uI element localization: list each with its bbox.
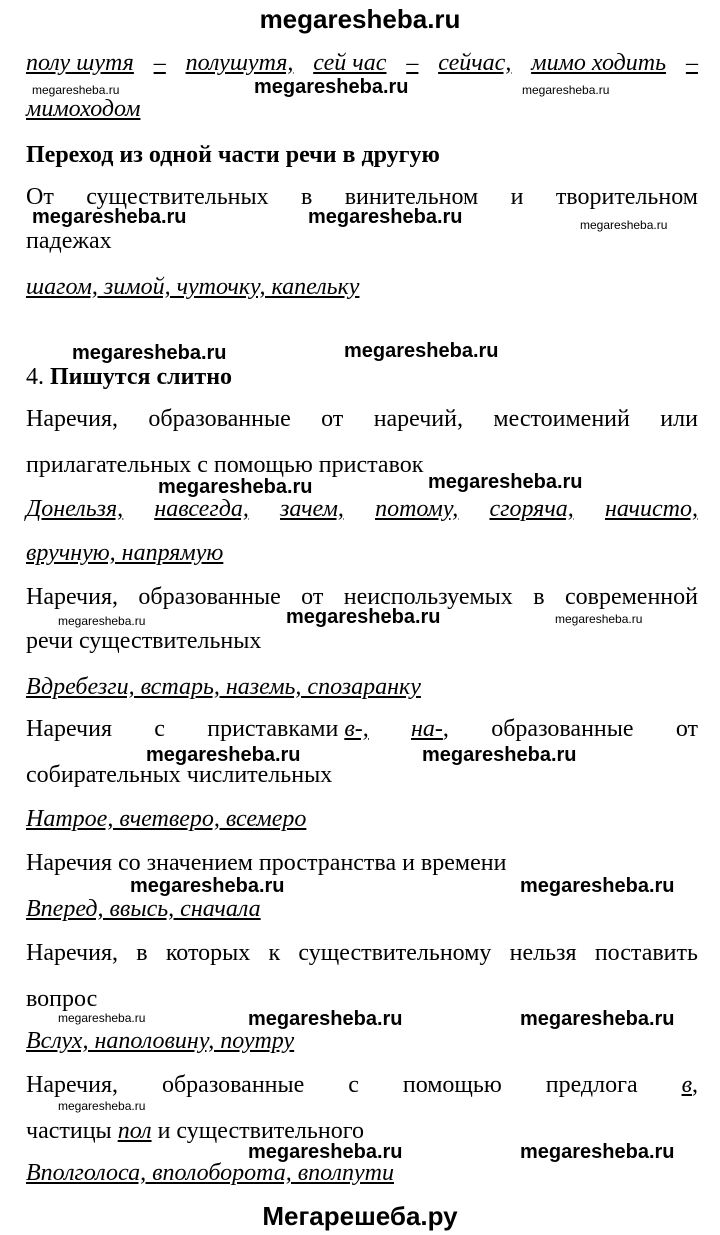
- example-word: мимо ходить: [531, 50, 667, 76]
- prefix-v: в-,: [344, 716, 369, 742]
- preposition-group: [682, 1072, 698, 1099]
- word: от: [321, 406, 344, 432]
- word: в: [136, 940, 148, 966]
- rule3-examples: Натрое, вчетверо, всемеро: [26, 806, 307, 832]
- watermark: megaresheba.ru: [520, 1008, 675, 1030]
- watermark-small: megaresheba.ru: [555, 612, 643, 626]
- example-word: начисто,: [604, 496, 698, 522]
- prefix-na: на-: [411, 716, 443, 742]
- example-dash: –: [685, 50, 698, 76]
- comma: ,: [442, 716, 449, 742]
- word: приставками: [207, 716, 339, 742]
- rule1-line2: прилагательных с помощью приставок: [26, 452, 424, 478]
- word: помощью: [402, 1072, 502, 1098]
- word: нельзя: [509, 940, 577, 966]
- word: неиспользуемых: [343, 584, 513, 610]
- top-examples-line2: мимоходом: [26, 96, 141, 122]
- watermark: megaresheba.ru: [130, 875, 285, 897]
- example-word: зачем,: [280, 496, 344, 522]
- word: образованные: [148, 406, 291, 432]
- rule6-line1: [26, 1072, 698, 1099]
- word: Наречия: [26, 716, 112, 742]
- rule5-examples: Вслух, наполовину, поутру: [26, 1028, 295, 1054]
- example-word: полу шутя: [26, 50, 134, 76]
- rule4-examples: Вперед, ввысь, сначала: [26, 896, 261, 922]
- preposition-v: в: [681, 1072, 692, 1098]
- example-word: навсегда,: [154, 496, 249, 522]
- word: образованные: [491, 716, 634, 742]
- watermark: megaresheba.ru: [32, 206, 187, 228]
- watermark: megaresheba.ru: [248, 1141, 403, 1163]
- rule6-examples: Вполголоса, вполоборота, вполпути: [26, 1160, 394, 1186]
- word: От: [26, 184, 54, 210]
- word: существительному: [298, 940, 492, 966]
- word: винительном: [344, 184, 479, 210]
- word: к: [268, 940, 281, 966]
- rule4-line1: Наречия со значением пространства и времени: [26, 850, 507, 876]
- word: в: [301, 184, 313, 210]
- word: в: [533, 584, 545, 610]
- word: поставить: [594, 940, 698, 966]
- rule5-line1: [26, 940, 698, 967]
- word: Наречия,: [26, 584, 118, 610]
- example-word: Донельзя,: [26, 496, 124, 522]
- watermark: megaresheba.ru: [158, 476, 313, 498]
- watermark-small: megaresheba.ru: [58, 1099, 146, 1113]
- section4-heading: [26, 364, 232, 391]
- example-word: сгоряча,: [489, 496, 574, 522]
- rule2-examples: Вдребезги, встарь, наземь, спозаранку: [26, 674, 421, 700]
- watermark-small: megaresheba.ru: [32, 83, 120, 97]
- watermark: megaresheba.ru: [422, 744, 577, 766]
- text: частицы: [26, 1118, 118, 1144]
- prefix-group: [207, 716, 369, 743]
- example-word: сей час: [313, 50, 387, 76]
- watermark: megaresheba.ru: [428, 471, 583, 493]
- section4-title: Пишутся слитно: [50, 364, 233, 390]
- watermark: megaresheba.ru: [308, 206, 463, 228]
- noun-cases-line2: падежах: [26, 228, 112, 254]
- watermark: megaresheba.ru: [520, 875, 675, 897]
- word: предлога: [545, 1072, 638, 1098]
- text: и существительного: [151, 1118, 364, 1144]
- word: современной: [564, 584, 698, 610]
- watermark: megaresheba.ru: [72, 342, 227, 364]
- word: и: [510, 184, 524, 210]
- word: образованные: [138, 584, 281, 610]
- example-word: полушутя,: [185, 50, 294, 76]
- watermark-small: megaresheba.ru: [522, 83, 610, 97]
- rule3-line1: [26, 716, 698, 743]
- word: местоимений: [493, 406, 630, 432]
- watermark: megaresheba.ru: [344, 340, 499, 362]
- example-word: сейчас,: [438, 50, 512, 76]
- rule3-line2: собирательных числительных: [26, 762, 333, 788]
- word: или: [660, 406, 698, 432]
- section4-number: 4.: [26, 364, 44, 390]
- example-dash: –: [406, 50, 419, 76]
- particle-pol: пол: [117, 1118, 152, 1144]
- word: с: [154, 716, 165, 742]
- watermark: megaresheba.ru: [146, 744, 301, 766]
- watermark: megaresheba.ru: [286, 606, 441, 628]
- word: которых: [165, 940, 251, 966]
- word: наречий,: [373, 406, 463, 432]
- site-header: megaresheba.ru: [259, 4, 461, 34]
- example-word: потому,: [375, 496, 459, 522]
- word: Наречия,: [26, 940, 118, 966]
- watermark: megaresheba.ru: [254, 76, 409, 98]
- section-heading: Переход из одной части речи в другую: [26, 142, 440, 168]
- site-footer: Мегарешеба.ру: [262, 1201, 458, 1231]
- watermark: megaresheba.ru: [248, 1008, 403, 1030]
- word: Наречия,: [26, 1072, 118, 1098]
- noun-cases-examples: шагом, зимой, чуточку, капельку: [26, 274, 360, 300]
- word: с: [348, 1072, 359, 1098]
- example-dash: –: [153, 50, 166, 76]
- watermark-small: megaresheba.ru: [580, 218, 668, 232]
- watermark: megaresheba.ru: [520, 1141, 675, 1163]
- word: образованные: [161, 1072, 305, 1098]
- rule5-line2: вопрос: [26, 986, 98, 1012]
- rule1-line1: [26, 406, 698, 433]
- watermark-small: megaresheba.ru: [58, 1011, 146, 1025]
- top-examples-line1: [26, 50, 698, 77]
- watermark-small: megaresheba.ru: [58, 614, 146, 628]
- word: творительном: [555, 184, 698, 210]
- rule1-examples-line1: [26, 496, 698, 523]
- word: от: [301, 584, 324, 610]
- word: Наречия,: [26, 406, 118, 432]
- word: существительных: [86, 184, 269, 210]
- rule1-examples-line2: вручную, напрямую: [26, 540, 224, 566]
- rule2-line2: речи существительных: [26, 628, 262, 654]
- prefix-group: [411, 716, 449, 743]
- word: от: [675, 716, 698, 742]
- comma: ,: [692, 1072, 698, 1098]
